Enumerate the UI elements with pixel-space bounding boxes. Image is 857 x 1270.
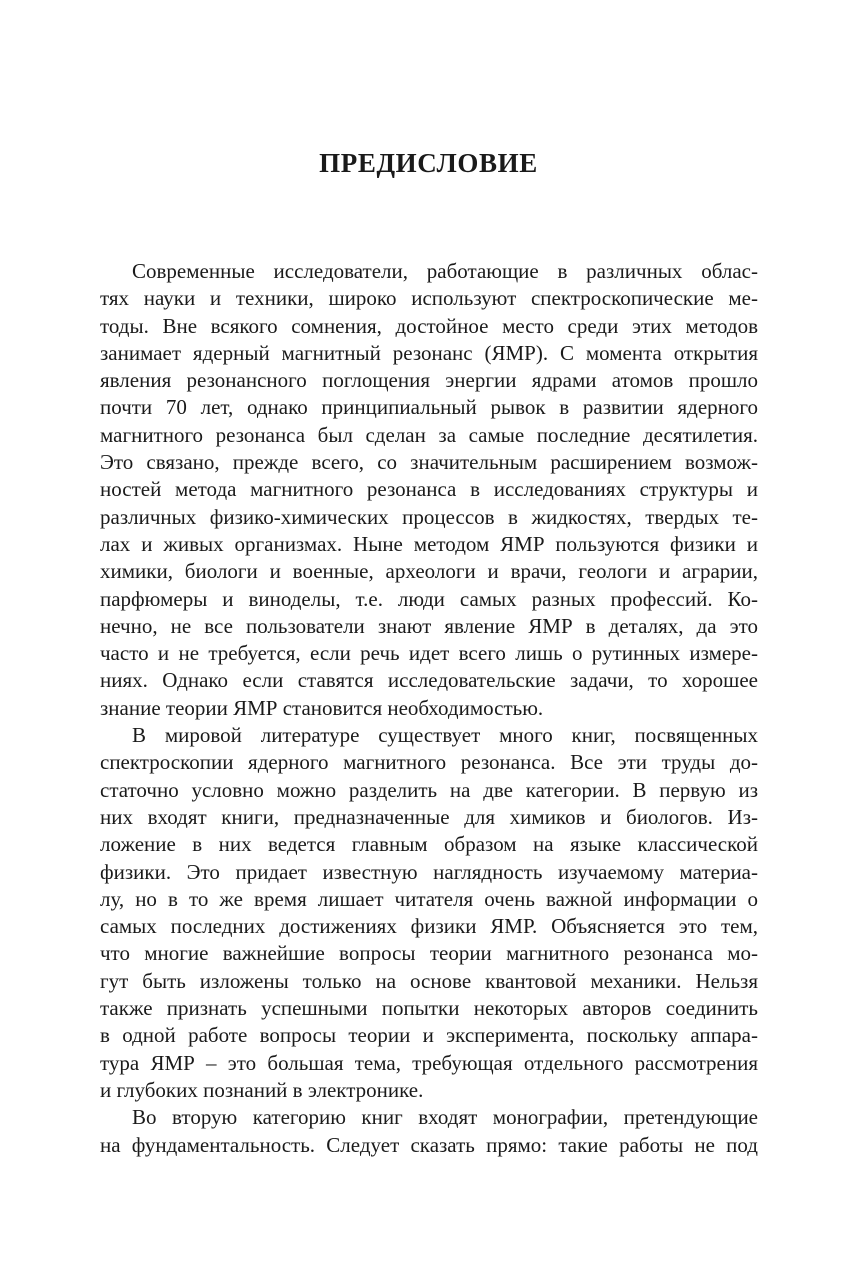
text-line: лу, но в то же время лишает читателя очень важной информации о — [100, 886, 758, 911]
text-line: также признать успешными попытки некоторых авторов соединить — [100, 996, 758, 1021]
text-line: нечно, не все пользователи знают явление ЯМР в деталях, да это — [100, 613, 758, 638]
text-line: них входят книги, предназначенные для химиков и биологов. Из- — [100, 804, 758, 829]
text-line: химики, биологи и военные, археологи и врачи, геологи и аграрии, — [100, 559, 758, 584]
text-line: ложение в них ведется главным образом на языке классической — [100, 832, 758, 857]
paragraph-3 — [100, 1104, 758, 1159]
text-line: статочно условно можно разделить на две категории. В первую из — [100, 777, 758, 802]
text-line: занимает ядерный магнитный резонанс (ЯМР). С момента открытия — [100, 340, 758, 365]
text-line: парфюмеры и виноделы, т.е. люди самых разных профессий. Ко- — [100, 586, 758, 611]
body-text — [100, 258, 758, 1159]
text-line: различных физико-химических процессов в жидкостях, твердых те- — [100, 504, 758, 529]
text-line: лах и живых организмах. Ныне методом ЯМР пользуются физики и — [100, 531, 758, 556]
text-line: В мировой литературе существует много книг, посвященных — [132, 723, 758, 748]
text-line: ностей метода магнитного резонанса в исследованиях структуры и — [100, 477, 758, 502]
text-line: Это связано, прежде всего, со значительным расширением возмож- — [100, 450, 758, 475]
page-title: ПРЕДИСЛОВИЕ — [319, 148, 538, 178]
text-line: ниях. Однако если ставятся исследовательские задачи, то хорошее — [100, 668, 758, 693]
text-line: тях науки и техники, широко используют спектроскопические ме- — [100, 286, 758, 311]
text-line: Во вторую категорию книг входят монографии, претендующие — [132, 1105, 758, 1130]
paragraph-1 — [100, 258, 758, 722]
text-line: гут быть изложены только на основе квантовой механики. Нельзя — [100, 968, 758, 993]
text-line: что многие важнейшие вопросы теории магнитного резонанса мо- — [100, 941, 758, 966]
text-line: почти 70 лет, однако принципиальный рывок в развитии ядерного — [100, 395, 758, 420]
text-line: тура ЯМР – это большая тема, требующая отдельного рассмотрения — [100, 1050, 758, 1075]
text-line: физики. Это придает известную наглядность изучаемому материа- — [100, 859, 758, 884]
text-line: часто и не требуется, если речь идет всего лишь о рутинных измере- — [100, 641, 758, 666]
text-line: самых последних достижениях физики ЯМР. Объясняется это тем, — [100, 914, 758, 939]
text-line: спектроскопии ядерного магнитного резонанса. Все эти труды до- — [100, 750, 758, 775]
text-line: Современные исследователи, работающие в различных облас- — [132, 259, 758, 283]
text-line: тоды. Вне всякого сомнения, достойное место среди этих методов — [100, 313, 758, 338]
text-line: знание теории ЯМР становится необходимостью. — [100, 695, 544, 720]
text-line: на фундаментальность. Следует сказать прямо: такие работы не под — [100, 1132, 758, 1157]
text-line: в одной работе вопросы теории и эксперимента, поскольку аппара- — [100, 1023, 758, 1048]
text-line: явления резонансного поглощения энергии ядрами атомов прошло — [100, 368, 758, 393]
text-line: магнитного резонанса был сделан за самые последние десятилетия. — [100, 422, 758, 447]
text-line: и глубоких познаний в электронике. — [100, 1077, 424, 1102]
paragraph-2 — [100, 722, 758, 1104]
